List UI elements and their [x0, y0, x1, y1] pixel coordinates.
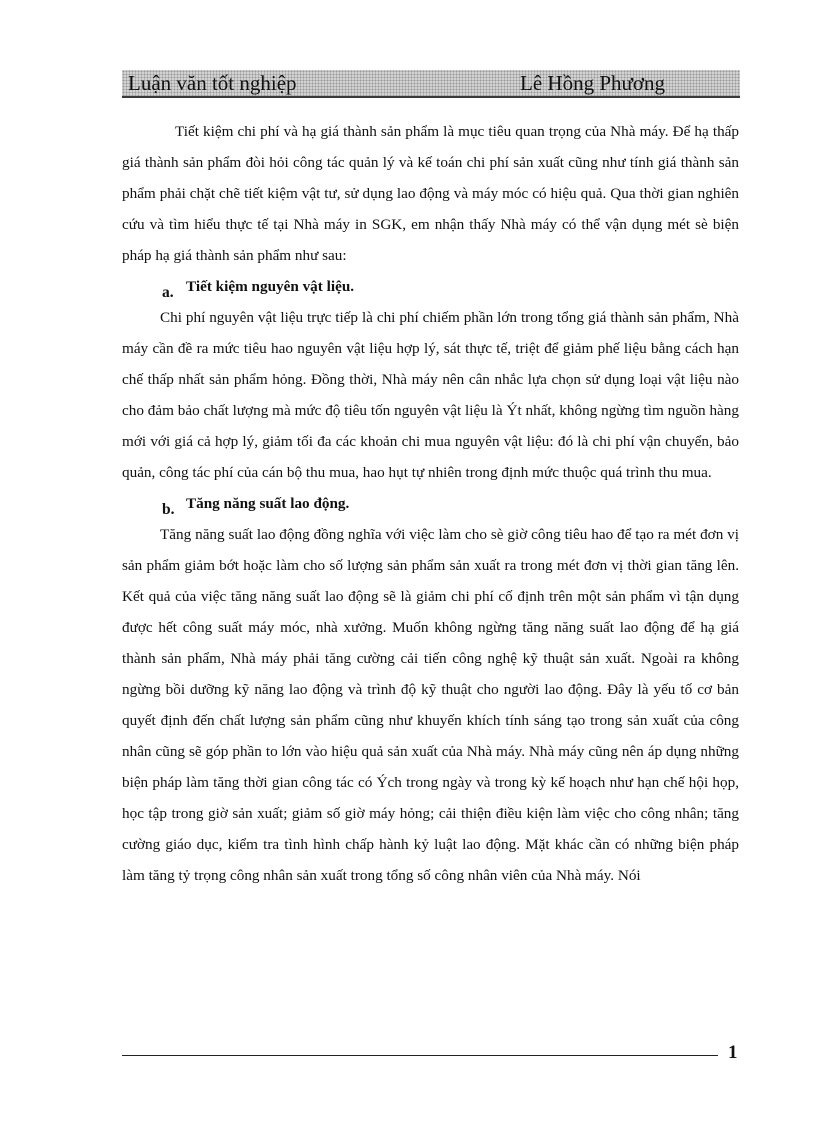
section-b-marker: b. [162, 501, 175, 518]
section-a-marker: a. [162, 284, 174, 301]
header-thesis-title: Luận văn tốt nghiệp [128, 71, 297, 95]
document-body [122, 116, 739, 891]
section-a-paragraph: Chi phí nguyên vật liệu trực tiếp là chi phí chiếm phần lớn trong tổng giá thành sản phẩm, Nhà máy cần đề ra mức tiêu hao nguyên vật liệu hợp lý, sát thực tế, triệt để giảm phế liệu bằng cách hạn chế thấp nhất sản phẩm hỏng. Đồng thời, Nhà máy nên cân nhắc lựa chọn sử dụng loại vật liệu nào cho đảm bảo chất lượng mà mức độ tiêu tốn nguyên vật liệu là Ýt nhất, không ngừng tìm nguồn hàng mới với giá cả hợp lý, giảm tối đa các khoản chi mua nguyên vật liệu: đó là chi phí vận chuyển, bảo quản, công tác phí của cán bộ thu mua, hao hụt tự nhiên trong định mức thuộc quá trình thu mua. [122, 309, 739, 481]
page-number: 1 [728, 1042, 738, 1063]
intro-paragraph: Tiết kiệm chi phí và hạ giá thành sản phẩm là mục tiêu quan trọng của Nhà máy. Để hạ thấp giá thành sản phẩm đòi hỏi công tác quản lý và kế toán chi phí sản xuất cũng như tính giá thành sản phẩm phải chặt chẽ tiết kiệm vật tư, sử dụng lao động và máy móc có hiệu quả. Qua thời gian nghiên cứu và tìm hiểu thực tế tại Nhà máy in SGK, em nhận thấy Nhà máy có thể vận dụng mét sè biện pháp hạ giá thành sản phẩm như sau: [122, 123, 739, 264]
footer-rule [122, 1055, 718, 1056]
header-author-name: Lê Hồng Phương [520, 71, 665, 95]
section-b-title: Tăng năng suất lao động. [186, 495, 350, 512]
section-a-title: Tiết kiệm nguyên vật liệu. [186, 278, 355, 295]
section-a-heading [122, 271, 739, 302]
section-b-heading [122, 488, 739, 519]
section-b-paragraph: Tăng năng suất lao động đồng nghĩa với việc làm cho sè giờ công tiêu hao để tạo ra mét đơn vị sản phẩm giảm bớt hoặc làm cho số lượng sản phẩm sản xuất ra trong mét đơn vị thời gian tăng lên. Kết quả của việc tăng năng suất lao động sẽ là giảm chi phí cố định trên một sản phẩm vì tận dụng được hết công suất máy móc, nhà xưởng. Muốn không ngừng tăng năng suất lao động để hạ giá thành sản phẩm, Nhà máy phải tăng cường cải tiến công nghệ kỹ thuật sản xuất. Ngoài ra không ngừng bồi dưỡng kỹ năng lao động và trình độ kỹ thuật cho người lao động. Đây là yếu tố cơ bản quyết định đến chất lượng sản phẩm cũng như khuyến khích tính sáng tạo trong sản xuất của công nhân cũng sẽ góp phần to lớn vào hiệu quả sản xuất của Nhà máy. Nhà máy cũng nên áp dụng những biện pháp làm tăng thời gian công tác có Ých trong ngày và trong kỳ kế hoạch như hạn chế hội họp, học tập trong giờ sản xuất; giảm số giờ máy hỏng; cải thiện điều kiện làm việc cho công nhân; tăng cường giáo dục, kiểm tra tình hình chấp hành kỷ luật lao động. Mặt khác cần có những biện pháp làm tăng tỷ trọng công nhân sản xuất trong tổng số công nhân viên của Nhà máy. Nói [122, 526, 739, 884]
page-header [122, 70, 740, 98]
